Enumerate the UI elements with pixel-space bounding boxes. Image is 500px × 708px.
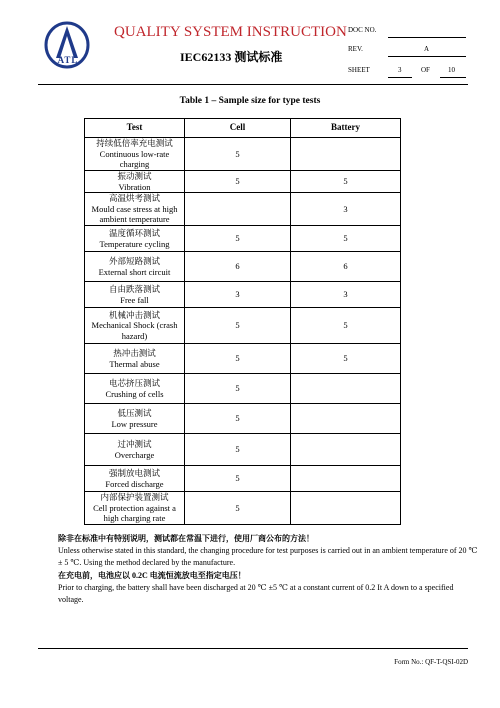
of-label: OF — [421, 66, 430, 74]
test-name-cell — [85, 193, 185, 226]
note-en-2: Prior to charging, the battery shall have been discharged at 20 ℃ ±5 ℃ at a constant current of 0.2 It A down to a specified voltage. — [58, 583, 454, 604]
form-number: Form No.: QF-T-QSI-02D — [394, 658, 468, 666]
of-underline — [440, 77, 466, 78]
test-name-en: Mechanical Shock (crash hazard) — [91, 320, 178, 341]
battery-sample-size: 3 — [291, 282, 401, 308]
table-header-row — [85, 119, 401, 138]
table-row — [85, 170, 401, 192]
table-row — [85, 466, 401, 492]
rev-label: REV. — [348, 45, 363, 53]
test-name-en: External short circuit — [98, 266, 171, 277]
test-name-cn: 强制放电测试 — [108, 467, 160, 478]
note-en-1: Unless otherwise stated in this standard, the changing procedure for test purposes is carried out in an ambient temperature of 20 ℃ ± 5 ℃. Using the method declared by the manufacture. — [58, 546, 478, 567]
table-row — [85, 434, 401, 466]
table-row — [85, 404, 401, 434]
header-battery: Battery — [291, 119, 401, 138]
table-row — [85, 344, 401, 374]
test-name-en: Crushing of cells — [105, 388, 164, 399]
test-name-en: Low pressure — [111, 418, 158, 429]
table-row — [85, 226, 401, 252]
header-test: Test — [85, 119, 185, 138]
test-name-en: Free fall — [120, 294, 149, 305]
of-value: 10 — [448, 66, 455, 74]
rev-underline — [388, 56, 466, 57]
table-row — [85, 282, 401, 308]
cell-sample-size: 5 — [185, 344, 291, 374]
table-row — [85, 308, 401, 344]
test-name-cn: 持续低倍率充电测试 — [96, 138, 173, 148]
cell-sample-size: 5 — [185, 138, 291, 171]
battery-sample-size — [291, 404, 401, 434]
cell-sample-size: 5 — [185, 434, 291, 466]
battery-sample-size — [291, 138, 401, 171]
battery-sample-size: 6 — [291, 252, 401, 282]
battery-sample-size — [291, 374, 401, 404]
doc-no-label: DOC NO. — [348, 26, 377, 34]
battery-sample-size: 3 — [291, 193, 401, 226]
cell-sample-size: 6 — [185, 252, 291, 282]
test-name-cn: 机械冲击测试 — [108, 309, 160, 320]
test-name-cn: 过冲测试 — [117, 438, 152, 449]
cell-sample-size: 5 — [185, 308, 291, 344]
cell-sample-size: 5 — [185, 226, 291, 252]
document-subtitle: IEC62133 测试标准 — [180, 50, 283, 64]
battery-sample-size: 5 — [291, 308, 401, 344]
logo-text: ATL — [57, 55, 79, 65]
cell-sample-size: 5 — [185, 404, 291, 434]
test-name-en: Vibration — [118, 181, 151, 192]
sheet-value: 3 — [398, 66, 402, 74]
table-row — [85, 492, 401, 525]
battery-sample-size: 5 — [291, 226, 401, 252]
test-name-en: Cell protection against a high charging rate — [93, 502, 176, 524]
table-row — [85, 252, 401, 282]
test-name-cell — [85, 226, 185, 252]
test-name-cn: 高温烘考测试 — [108, 193, 160, 204]
test-name-cell — [85, 374, 185, 404]
sheet-label: SHEET — [348, 66, 370, 74]
test-name-cn: 温度循环测试 — [108, 227, 160, 238]
test-name-en: Continuous low-rate charging — [99, 148, 170, 170]
battery-sample-size — [291, 434, 401, 466]
test-name-en: Forced discharge — [105, 478, 164, 489]
test-name-cell — [85, 138, 185, 171]
note-cn-2: 在充电前，电池应以 0.2C 电流恒流放电至指定电压！ — [58, 571, 246, 580]
test-name-cn: 低压测试 — [117, 407, 152, 418]
footer-divider — [38, 648, 468, 649]
test-name-cell — [85, 170, 185, 192]
cell-sample-size: 3 — [185, 282, 291, 308]
table-row — [85, 193, 401, 226]
battery-sample-size — [291, 492, 401, 525]
table-row — [85, 138, 401, 171]
sample-size-table — [84, 118, 401, 525]
battery-sample-size: 5 — [291, 170, 401, 192]
table-caption: Table 1 – Sample size for type tests — [179, 96, 321, 106]
cell-sample-size: 5 — [185, 170, 291, 192]
test-name-cell — [85, 466, 185, 492]
doc-no-underline — [388, 37, 466, 38]
header-divider — [38, 84, 468, 85]
test-name-en: Temperature cycling — [99, 238, 170, 249]
test-name-en: Thermal abuse — [109, 358, 160, 369]
header-cell: Cell — [185, 119, 291, 138]
test-name-cell — [85, 404, 185, 434]
battery-sample-size: 5 — [291, 344, 401, 374]
test-name-cn: 外部短路测试 — [108, 255, 160, 266]
test-name-cn: 振动测试 — [117, 170, 152, 181]
test-name-cell — [85, 492, 185, 525]
note-cn-1: 除非在标准中有特别说明，测试都在常温下进行，使用厂商公布的方法！ — [58, 534, 314, 543]
table-row — [85, 374, 401, 404]
cell-sample-size: 5 — [185, 466, 291, 492]
test-name-en: Overcharge — [114, 449, 155, 460]
test-name-en: Mould case stress at high ambient temperature — [91, 203, 178, 225]
test-name-cell — [85, 252, 185, 282]
test-name-cell — [85, 282, 185, 308]
cell-sample-size: 5 — [185, 492, 291, 525]
test-name-cn: 热冲击测试 — [113, 347, 156, 358]
sheet-underline — [388, 77, 412, 78]
test-name-cell — [85, 434, 185, 466]
cell-sample-size: 5 — [185, 374, 291, 404]
rev-value: A — [424, 45, 430, 53]
test-name-cell — [85, 344, 185, 374]
test-name-cn: 内部保护装置测试 — [100, 492, 169, 502]
battery-sample-size — [291, 466, 401, 492]
test-name-cn: 电芯挤压测试 — [108, 377, 160, 388]
cell-sample-size — [185, 193, 291, 226]
test-name-cell — [85, 308, 185, 344]
test-name-cn: 自由跌落测试 — [108, 283, 160, 294]
document-title: QUALITY SYSTEM INSTRUCTION — [114, 24, 347, 40]
